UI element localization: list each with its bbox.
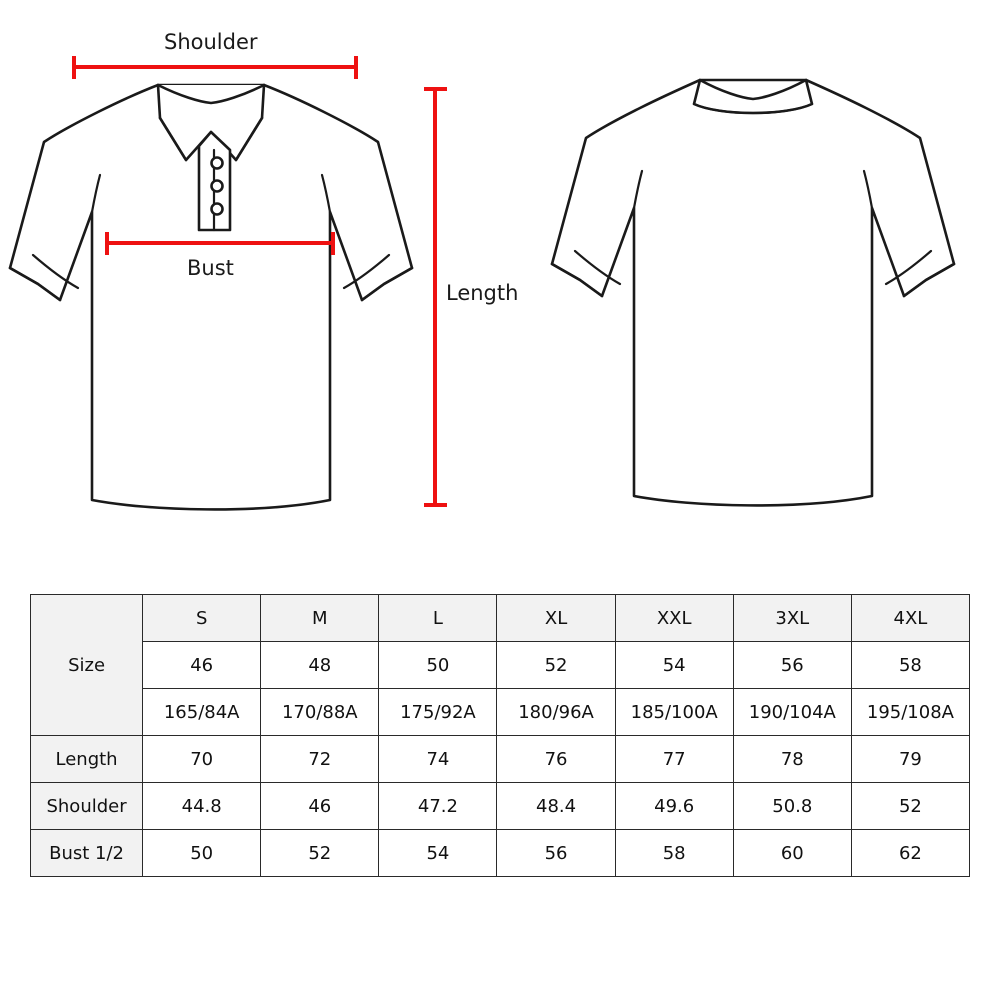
size-name-cell: XL — [497, 595, 615, 642]
size-name-cell: L — [379, 595, 497, 642]
size-number-cell: 46 — [143, 642, 261, 689]
size-code-cell: 190/104A — [733, 689, 851, 736]
bust-half-cell: 52 — [261, 830, 379, 877]
bust-half-cell: 54 — [379, 830, 497, 877]
size-code-cell: 165/84A — [143, 689, 261, 736]
shoulder-cell: 46 — [261, 783, 379, 830]
bust-half-cell: 56 — [497, 830, 615, 877]
size-table-container — [30, 594, 970, 877]
length-cell: 77 — [615, 736, 733, 783]
bust-half-cell: 62 — [851, 830, 969, 877]
length-label: Length — [446, 281, 519, 305]
bust-half-cell: 58 — [615, 830, 733, 877]
table-row — [31, 642, 970, 689]
row-label-size: Size — [31, 595, 143, 736]
size-number-cell: 52 — [497, 642, 615, 689]
shoulder-label: Shoulder — [164, 30, 258, 54]
size-number-cell: 50 — [379, 642, 497, 689]
table-row — [31, 595, 970, 642]
length-cell: 72 — [261, 736, 379, 783]
shoulder-cell: 48.4 — [497, 783, 615, 830]
size-code-cell: 180/96A — [497, 689, 615, 736]
size-name-cell: 3XL — [733, 595, 851, 642]
bust-half-cell: 60 — [733, 830, 851, 877]
front-polo-shirt — [10, 85, 412, 509]
size-number-cell: 58 — [851, 642, 969, 689]
table-row — [31, 783, 970, 830]
size-code-cell: 170/88A — [261, 689, 379, 736]
row-label-length: Length — [31, 736, 143, 783]
shoulder-cell: 44.8 — [143, 783, 261, 830]
table-row — [31, 689, 970, 736]
size-name-cell: XXL — [615, 595, 733, 642]
length-cell: 74 — [379, 736, 497, 783]
back-polo-shirt — [552, 80, 954, 505]
bust-label: Bust — [187, 256, 234, 280]
size-name-cell: M — [261, 595, 379, 642]
length-cell: 78 — [733, 736, 851, 783]
size-table — [30, 594, 970, 877]
length-cell: 70 — [143, 736, 261, 783]
length-cell: 79 — [851, 736, 969, 783]
size-code-cell: 195/108A — [851, 689, 969, 736]
row-label-bust-half: Bust 1/2 — [31, 830, 143, 877]
length-cell: 76 — [497, 736, 615, 783]
shoulder-cell: 52 — [851, 783, 969, 830]
size-number-cell: 56 — [733, 642, 851, 689]
shoulder-cell: 47.2 — [379, 783, 497, 830]
size-number-cell: 48 — [261, 642, 379, 689]
size-number-cell: 54 — [615, 642, 733, 689]
size-name-cell: 4XL — [851, 595, 969, 642]
table-row — [31, 736, 970, 783]
size-code-cell: 175/92A — [379, 689, 497, 736]
shoulder-cell: 50.8 — [733, 783, 851, 830]
row-label-shoulder: Shoulder — [31, 783, 143, 830]
size-code-cell: 185/100A — [615, 689, 733, 736]
bust-half-cell: 50 — [143, 830, 261, 877]
size-name-cell: S — [143, 595, 261, 642]
shoulder-cell: 49.6 — [615, 783, 733, 830]
table-row — [31, 830, 970, 877]
